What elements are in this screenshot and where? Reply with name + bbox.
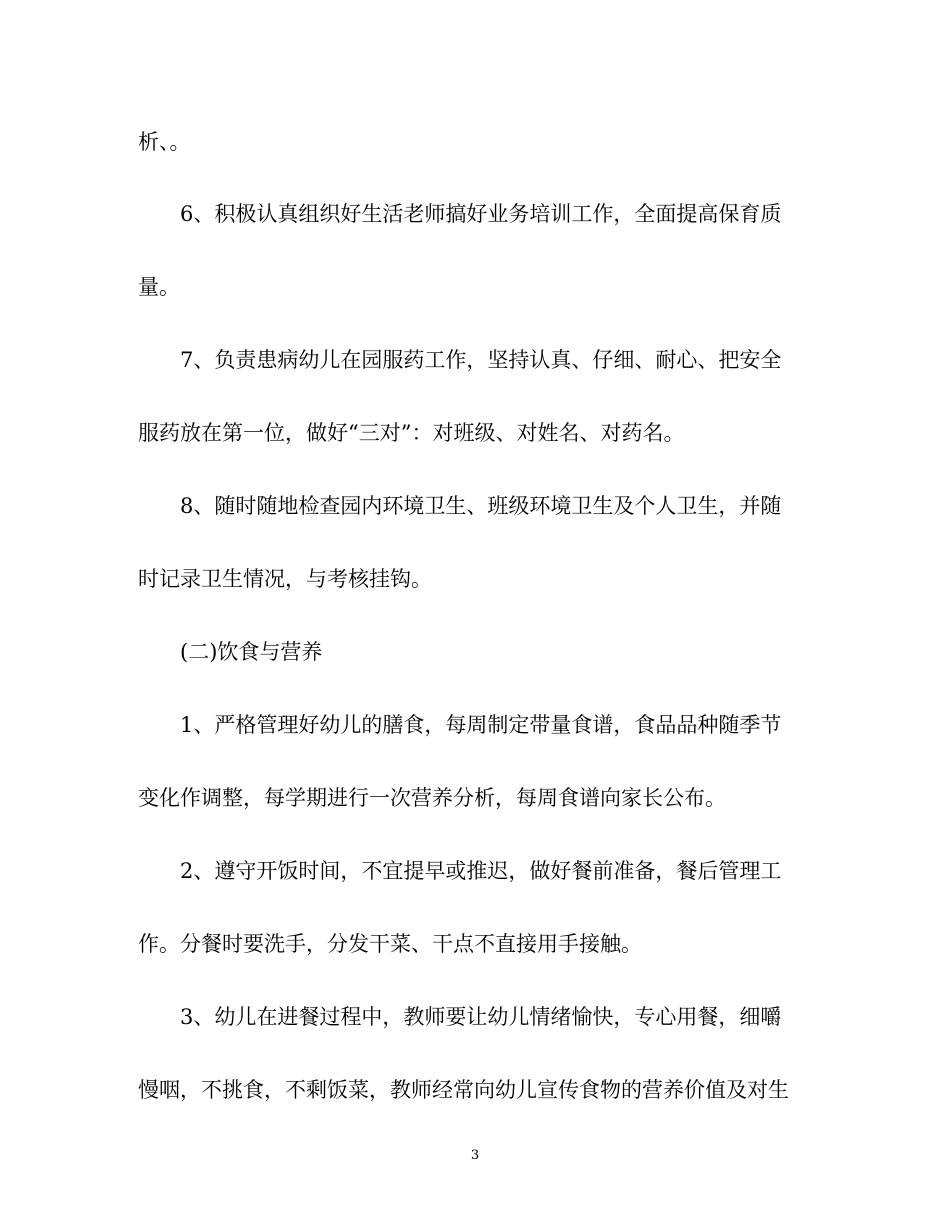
text-line: 慢咽，不挑食，不剩饭菜，教师经常向幼儿宣传食物的营养价值及对生: [138, 1078, 789, 1102]
text-line: 8、随时随地检查园内环境卫生、班级环境卫生及个人卫生，并随: [180, 494, 782, 518]
text-line: 1、严格管理好幼儿的膳食，每周制定带量食谱，食品品种随季节: [180, 713, 782, 737]
text-line: 7、负责患病幼儿在园服药工作，坚持认真、仔细、耐心、把安全: [180, 348, 782, 372]
text-line: 2、遵守开饭时间，不宜提早或推迟，做好餐前准备，餐后管理工: [180, 859, 782, 883]
page-number: 3: [470, 1148, 480, 1163]
text-line: 析、。: [138, 130, 191, 154]
section-heading: (二)饮食与营养: [180, 640, 323, 664]
text-line: 变化作调整，每学期进行一次营养分析，每周食谱向家长公布。: [138, 786, 726, 810]
text-line: 作。分餐时要洗手，分发干菜、干点不直接用手接触。: [138, 932, 642, 956]
text-line: 量。: [138, 275, 180, 299]
text-line: 服药放在第一位，做好“三对”：对班级、对姓名、对药名。: [138, 421, 685, 445]
text-line: 时记录卫生情况，与考核挂钩。: [138, 567, 432, 591]
text-line: 3、幼儿在进餐过程中，教师要让幼儿情绪愉快，专心用餐，细嚼: [180, 1005, 782, 1029]
text-line: 6、积极认真组织好生活老师搞好业务培训工作，全面提高保育质: [180, 202, 782, 226]
